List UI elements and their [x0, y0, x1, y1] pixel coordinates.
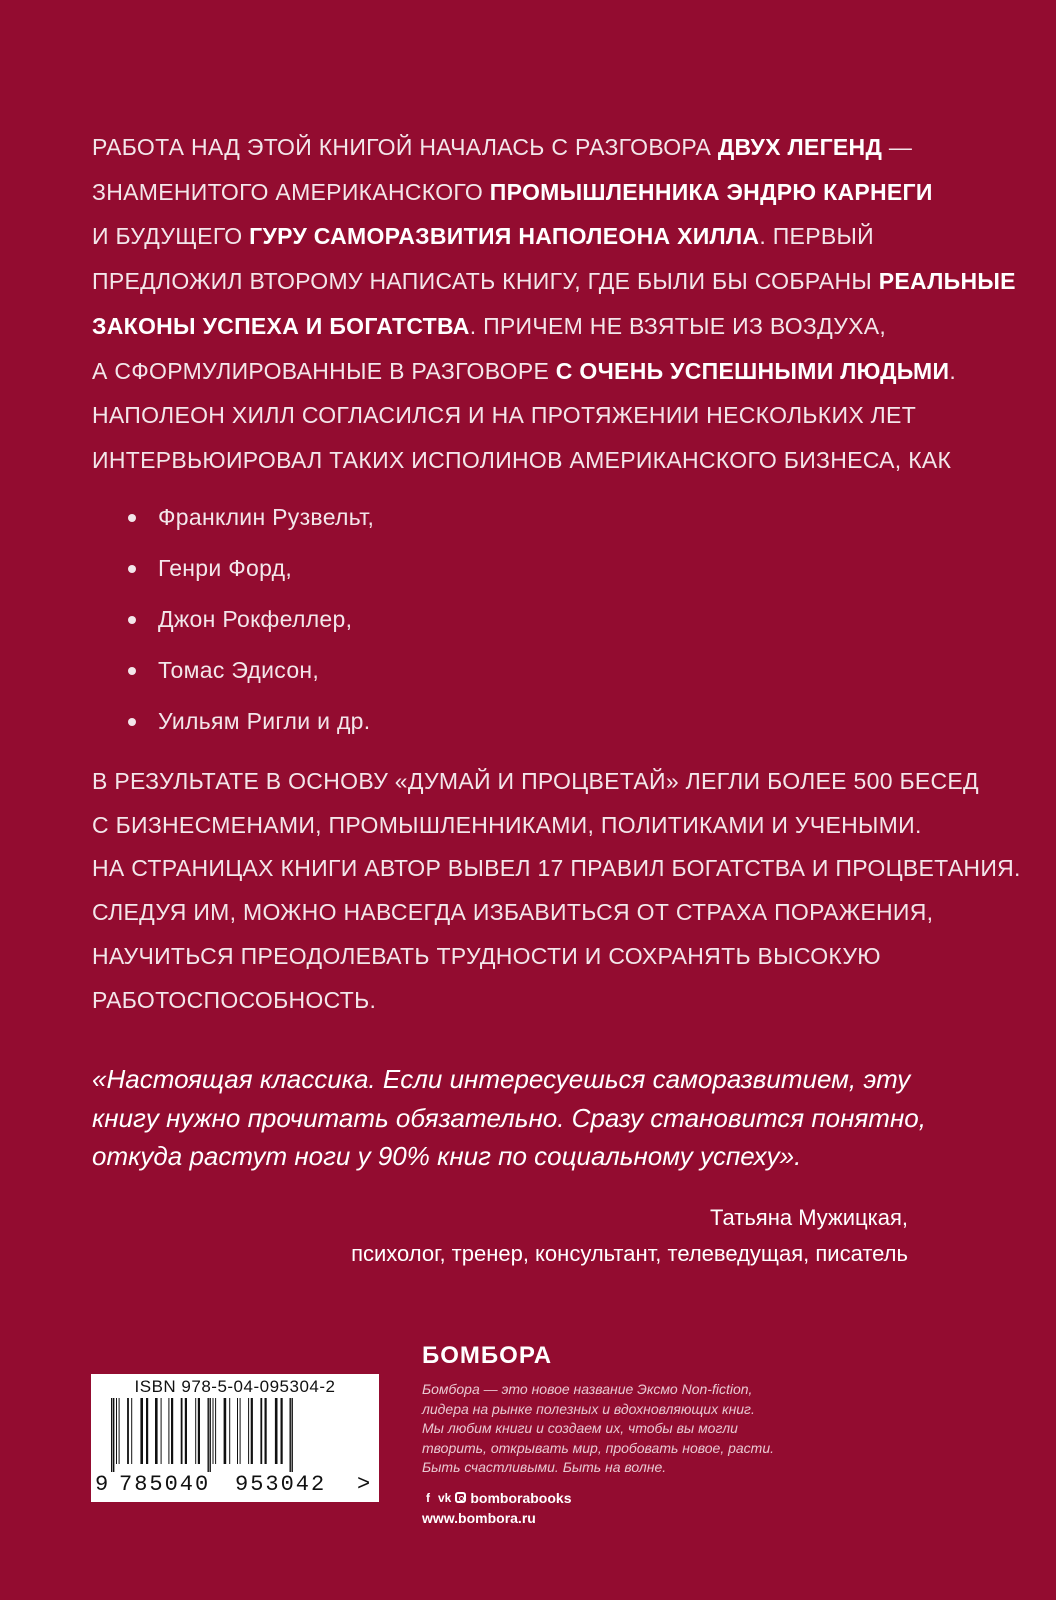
facebook-icon[interactable]: f	[426, 1490, 430, 1505]
intro-line: ЗАКОНЫ УСПЕХА И БОГАТСТВА. ПРИЧЕМ НЕ ВЗЯТЫЕ ИЗ ВОЗДУХА,	[92, 312, 887, 339]
list-item: Франклин Рузвельт,	[128, 492, 374, 543]
intro-line: И БУДУЩЕГО ГУРУ САМОРАЗВИТИЯ НАПОЛЕОНА ХИЛЛА. ПЕРВЫЙ	[92, 223, 874, 250]
intro-line: ПРЕДЛОЖИЛ ВТОРОМУ НАПИСАТЬ КНИГУ, ГДЕ БЫЛИ БЫ СОБРАНЫ РЕАЛЬНЫЕ	[92, 268, 1016, 295]
intro-paragraph	[92, 125, 1016, 483]
barcode-group-right: 953042	[235, 1472, 327, 1497]
interviewee-list	[128, 492, 374, 747]
isbn-number: ISBN 978-5-04-095304-2	[134, 1377, 336, 1396]
social-handle[interactable]: bomborabooks	[470, 1489, 572, 1506]
barcode-group-left: 785040	[119, 1472, 211, 1497]
publisher-logo: БОМБОРА	[422, 1342, 553, 1369]
isbn-barcode	[91, 1374, 379, 1502]
publisher-website[interactable]: www.bombora.ru	[422, 1509, 536, 1526]
publisher-block	[422, 1342, 862, 1526]
quote-author: Татьяна Мужицкая,	[710, 1205, 908, 1230]
social-links	[422, 1490, 862, 1506]
result-line: НА СТРАНИЦАХ КНИГИ АВТОР ВЫВЕЛ 17 ПРАВИЛ БОГАТСТВА И ПРОЦВЕТАНИЯ.	[92, 855, 1021, 882]
result-paragraph	[92, 760, 1021, 1022]
result-line: В РЕЗУЛЬТАТЕ В ОСНОВУ «ДУМАЙ И ПРОЦВЕТАЙ» ЛЕГЛИ БОЛЕЕ 500 БЕСЕД	[92, 768, 979, 794]
barcode-icon	[101, 1398, 369, 1472]
barcode-arrow: >	[357, 1472, 373, 1497]
list-item: Генри Форд,	[128, 543, 374, 594]
result-line: НАУЧИТЬСЯ ПРЕОДОЛЕВАТЬ ТРУДНОСТИ И СОХРАНЯТЬ ВЫСОКУЮ	[92, 942, 881, 969]
quote-line: «Настоящая классика. Если интересуешься саморазвитием, эту	[92, 1064, 911, 1094]
intro-line: НАПОЛЕОН ХИЛЛ СОГЛАСИЛСЯ И НА ПРОТЯЖЕНИИ НЕСКОЛЬКИХ ЛЕТ	[92, 402, 917, 429]
barcode-digits	[95, 1472, 375, 1498]
quote-line: книгу нужно прочитать обязательно. Сразу становится понятно,	[92, 1102, 926, 1133]
bullet-dot-icon	[128, 565, 136, 573]
about-line: лидера на рынке полезных и вдохновляющих книг.	[422, 1400, 755, 1417]
quote-line: откуда растут ноги у 90% книг по социальному успеху».	[92, 1141, 802, 1172]
intro-line: ЗНАМЕНИТОГО АМЕРИКАНСКОГО ПРОМЫШЛЕННИКА ЭНДРЮ КАРНЕГИ	[92, 178, 933, 205]
intro-line: ИНТЕРВЬЮИРОВАЛ ТАКИХ ИСПОЛИНОВ АМЕРИКАНСКОГО БИЗНЕСА, КАК	[92, 446, 952, 473]
list-item: Уильям Ригли и др.	[128, 696, 374, 747]
result-line: СЛЕДУЯ ИМ, МОЖНО НАВСЕГДА ИЗБАВИТЬСЯ ОТ СТРАХА ПОРАЖЕНИЯ,	[92, 899, 934, 926]
about-line: Бомбора — это новое название Эксмо Non-fiction,	[422, 1381, 753, 1397]
about-line: творить, открывать мир, пробовать новое, расти.	[422, 1439, 775, 1456]
instagram-icon[interactable]	[455, 1492, 466, 1503]
vk-icon[interactable]: vk	[438, 1490, 452, 1505]
bullet-dot-icon	[128, 667, 136, 675]
bullet-dot-icon	[128, 718, 136, 726]
result-line: С БИЗНЕСМЕНАМИ, ПРОМЫШЛЕННИКАМИ, ПОЛИТИКАМИ И УЧЕНЫМИ.	[92, 811, 922, 838]
publisher-about	[422, 1380, 862, 1478]
bullet-dot-icon	[128, 616, 136, 624]
list-item: Томас Эдисон,	[128, 645, 374, 696]
quote-author-role: психолог, тренер, консультант, телеведущая, писатель	[351, 1241, 908, 1266]
quote-attribution	[351, 1200, 908, 1272]
intro-line: А СФОРМУЛИРОВАННЫЕ В РАЗГОВОРЕ С ОЧЕНЬ УСПЕШНЫМИ ЛЮДЬМИ.	[92, 357, 957, 384]
result-line: РАБОТОСПОСОБНОСТЬ.	[92, 986, 377, 1013]
review-quote	[92, 1060, 952, 1176]
bullet-dot-icon	[128, 514, 136, 522]
intro-line: РАБОТА НАД ЭТОЙ КНИГОЙ НАЧАЛАСЬ С РАЗГОВОРА ДВУХ ЛЕГЕНД —	[92, 134, 913, 160]
about-line: Мы любим книги и создаем их, чтобы вы могли	[422, 1420, 738, 1436]
list-item: Джон Рокфеллер,	[128, 594, 374, 645]
barcode-first-digit: 9	[95, 1472, 111, 1497]
about-line: Быть счастливыми. Быть на волне.	[422, 1459, 667, 1475]
